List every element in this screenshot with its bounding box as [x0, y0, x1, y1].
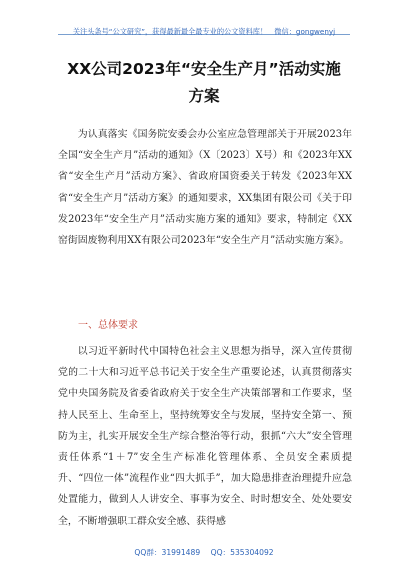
banner-text: 关注头条号“公文研究”，获得最新最全最专业的公文资料库！ 微信：gongwenyj	[72, 27, 336, 36]
footer-qq-group: QQ群：31991489	[134, 548, 201, 557]
footer-qq: QQ：535304092	[210, 548, 274, 557]
footer-contact	[0, 547, 408, 559]
document-title: XX公司2023年“安全生产月”活动实施方案	[67, 60, 341, 105]
general-requirements-paragraph: 以习近平新时代中国特色社会主义思想为指导，深入宣传贯彻党的二十大和习近平总书记关于安全生产重要论述，认真贯彻落实党中央国务院及省委省政府关于安全生产决策部署和工作要求，坚持人民至上、生命至上，坚持统筹安全与发展，坚持安全第一、预防为主，扎实开展安全生产综合整治等行动，狠抓“六大”安全管理责任体系“1＋7”安全生产标准化管理体系、全员安全素质提升、“四位一体”流程作业“四大抓手”，加大隐患排查治理提升应急处置能力，做到人人讲安全、事事为安全、时时想安全、处处要安全，不断增强职工群众安全感、获得感	[58, 346, 352, 527]
intro-paragraph: 为认真落实《国务院安委会办公室应急管理部关于开展2023年全国“安全生产月”活动的通知》（X〔2023〕X号）和《2023年XX省“安全生产月”活动方案》、省政府国资委关于转发《2023年XX省“安全生产月”活动方案》的通知要求，XX集团有限公司《关于印发2023年“安全生产月”活动实施方案的通知》要求，特制定《XX窑街固废物利用XX有限公司2023年“安全生产月”活动实施方案》。	[58, 129, 352, 247]
top-banner	[58, 19, 350, 35]
section-heading-general-requirements: 一、总体要求	[78, 320, 138, 331]
